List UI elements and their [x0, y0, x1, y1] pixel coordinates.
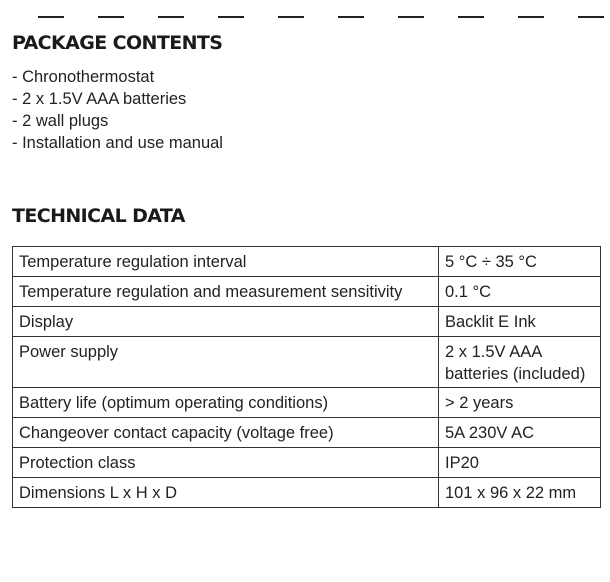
table-row — [13, 277, 601, 307]
spec-value: 5A 230V AC — [439, 418, 601, 448]
spec-value: Backlit E Ink — [439, 307, 601, 337]
spec-value: IP20 — [439, 448, 601, 478]
table-row — [13, 418, 601, 448]
spec-value: 101 x 96 x 22 mm — [439, 478, 601, 508]
table-row — [13, 478, 601, 508]
table-row — [13, 388, 601, 418]
table-row — [13, 448, 601, 478]
technical-data-title: TECHNICAL DATA — [12, 205, 185, 227]
list-item: - Chronothermostat — [12, 66, 223, 88]
spec-label: Changeover contact capacity (voltage free) — [13, 418, 439, 448]
spec-label: Power supply — [13, 337, 439, 388]
table-row — [13, 337, 601, 388]
spec-label: Temperature regulation interval — [13, 247, 439, 277]
spec-value: 5 °C ÷ 35 °C — [439, 247, 601, 277]
table-row — [13, 307, 601, 337]
spec-label: Protection class — [13, 448, 439, 478]
technical-data-table — [12, 246, 601, 508]
spec-label: Temperature regulation and measurement sensitivity — [13, 277, 439, 307]
package-contents-list — [12, 66, 223, 154]
list-item: - Installation and use manual — [12, 132, 223, 154]
list-item: - 2 wall plugs — [12, 110, 223, 132]
spec-label: Display — [13, 307, 439, 337]
package-contents-title: PACKAGE CONTENTS — [12, 32, 223, 54]
spec-value: 2 x 1.5V AAA batteries (included) — [439, 337, 601, 388]
spec-value: 0.1 °C — [439, 277, 601, 307]
spec-label: Battery life (optimum operating conditions) — [13, 388, 439, 418]
spec-label: Dimensions L x H x D — [13, 478, 439, 508]
list-item: - 2 x 1.5V AAA batteries — [12, 88, 223, 110]
table-row — [13, 247, 601, 277]
spec-value: > 2 years — [439, 388, 601, 418]
dashed-separator — [38, 16, 610, 18]
